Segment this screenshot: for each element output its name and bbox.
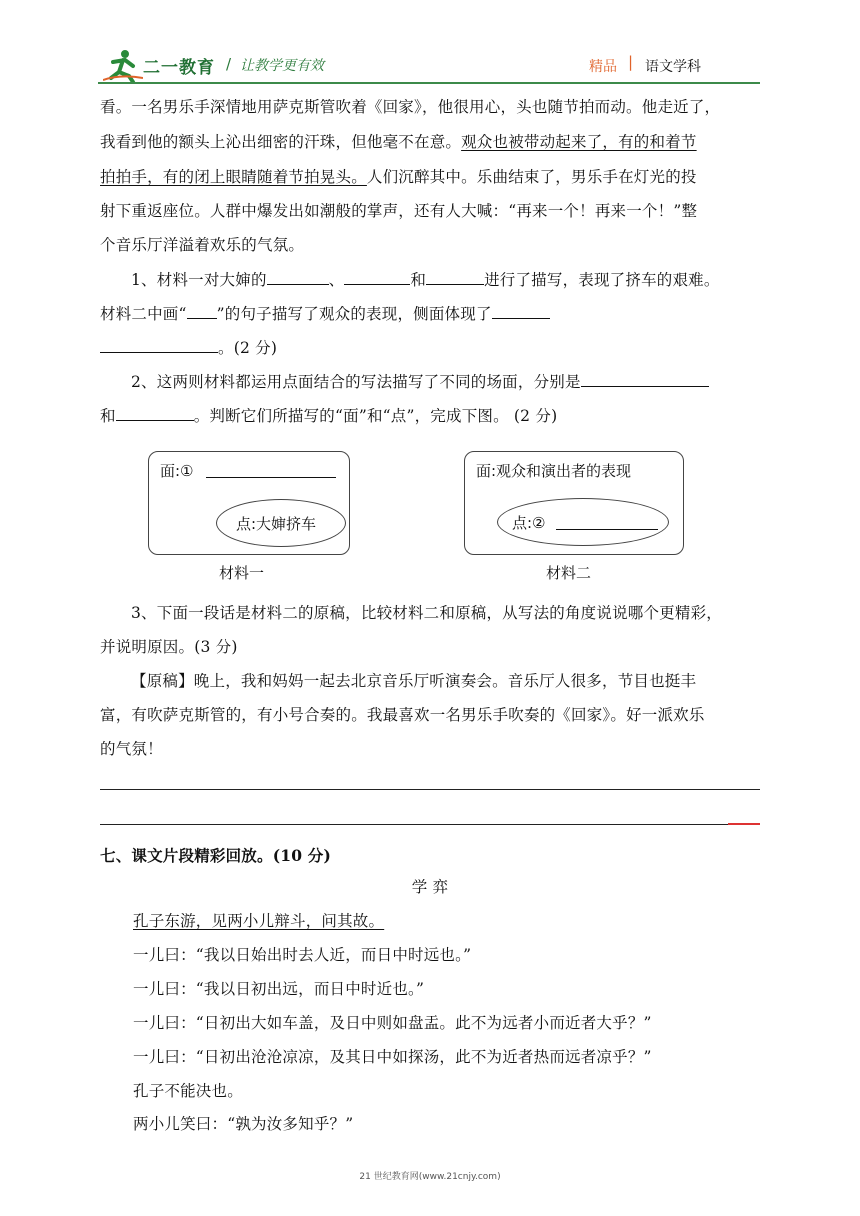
passage-text: 我看到他的额头上沁出细密的汗珠，但他毫不在意。 (100, 133, 462, 151)
q2-text: 2、这两则材料都运用点面结合的写法描写了不同的场面，分别是 (131, 373, 581, 391)
header-rule (98, 82, 760, 84)
classical-line-5: 一儿曰：“日初出沧沧凉凉，及其日中如探汤，此不为近者热而远者凉乎？” (133, 1048, 652, 1066)
passage-line-2 (100, 131, 762, 153)
answer-blank[interactable] (426, 270, 484, 285)
q2-text: 和 (100, 407, 116, 425)
box1-answer-blank[interactable] (206, 463, 336, 478)
question-1-line-3 (100, 337, 762, 359)
answer-blank[interactable] (344, 270, 410, 285)
box1-caption: 材料一 (219, 564, 265, 582)
box1-ellipse-text: 点:大婶挤车 (236, 515, 317, 533)
question-2-line-2 (100, 405, 762, 427)
question-3-line-2: 并说明原因。(3 分) (100, 638, 238, 656)
passage-line-5: 个音乐厅洋溢着欢乐的气氛。 (100, 236, 305, 254)
q1-text: 进行了描写，表现了挤车的艰难。 (484, 271, 720, 289)
underlined-text: 拍拍手，有的闭上眼睛随着节拍晃头。 (100, 168, 367, 186)
classical-line-3: 一儿曰：“我以日初出远，而日中时近也。” (133, 980, 425, 998)
classical-line-6: 孔子不能决也。 (133, 1082, 243, 1100)
classical-text-title: 学 弈 (411, 878, 449, 896)
q1-text: 。(2 分) (218, 339, 278, 357)
passage-line-1: 看。一名男乐手深情地用萨克斯管吹着《回家》，他很用心，头也随节拍而动。他走近了， (100, 98, 721, 116)
quality-tag: 精品 (589, 59, 617, 75)
passage-text: 人们沉醉其中。乐曲结束了，男乐手在灯光的投 (366, 168, 697, 186)
answer-line[interactable] (100, 824, 760, 825)
answer-blank[interactable] (492, 304, 550, 319)
q1-text: 材料二中画“ (100, 305, 187, 323)
page-footer: 21 世纪教育网(www.21cnjy.com) (359, 1172, 501, 1182)
subject-tag: 语文学科 (645, 59, 701, 75)
passage-line-3 (100, 166, 762, 188)
box1-label: 面:① (160, 462, 194, 480)
q1-text: 、 (328, 271, 345, 289)
box2-answer-blank[interactable] (556, 515, 658, 530)
answer-blank[interactable] (100, 338, 218, 353)
original-draft-line-2: 富，有吹萨克斯管的，有小号合奏的。我最喜欢一名男乐手吹奏的《回家》。好一派欢乐 (100, 706, 705, 724)
underlined-text: 观众也被带动起来了，有的和着节 (461, 133, 697, 151)
header-slash: / (226, 55, 232, 73)
classical-line-2: 一儿曰：“我以日始出时去人近，而日中时远也。” (133, 946, 472, 964)
box2-caption: 材料二 (546, 564, 592, 582)
classical-line-1: 孔子东游，见两小儿辩斗，问其故。 (133, 912, 385, 930)
q2-text: 。判断它们所描写的“面”和“点”，完成下图。 (2 分) (193, 407, 558, 425)
q1-text: ”的句子描写了观众的表现，侧面体现了 (216, 305, 492, 323)
passage-line-4: 射下重返座位。人群中爆发出如潮般的掌声，还有人大喊：“再来一个！再来一个！”整 (100, 202, 698, 220)
classical-line-7: 两小儿笑曰：“孰为汝多知乎？” (133, 1115, 354, 1133)
box2-label: 面:观众和演出者的表现 (476, 462, 632, 480)
runner-logo-icon (103, 48, 143, 82)
q1-text: 和 (410, 271, 427, 289)
classical-line-4: 一儿曰：“日初出大如车盖，及日中则如盘盂。此不为远者小而近者大乎？” (133, 1014, 652, 1032)
answer-blank[interactable] (581, 372, 709, 387)
original-draft-line-3: 的气氛！ (100, 740, 163, 758)
question-3-line-1: 3、下面一段话是材料二的原稿，比较材料二和原稿，从写法的角度说说哪个更精彩， (131, 604, 722, 622)
red-mark (728, 823, 760, 825)
box2-ellipse-text: 点:② (512, 514, 546, 532)
question-1-line-1 (131, 269, 793, 291)
question-1-line-2 (100, 303, 762, 325)
answer-blank[interactable] (267, 270, 329, 285)
section-7-heading: 七、课文片段精彩回放。(10 分) (100, 846, 332, 865)
header-separator: | (628, 53, 634, 71)
answer-line[interactable] (100, 789, 760, 790)
original-draft-line-1: 【原稿】晚上，我和妈妈一起去北京音乐厅听演奏会。音乐厅人很多，节目也挺丰 (131, 672, 697, 690)
answer-blank[interactable] (187, 304, 217, 319)
answer-blank[interactable] (116, 406, 194, 421)
brand-name: 二一教育 (143, 58, 215, 78)
brand-slogan: 让教学更有效 (240, 58, 324, 74)
q1-text: 1、材料一对大婶的 (131, 271, 267, 289)
question-2-line-1 (131, 371, 793, 393)
